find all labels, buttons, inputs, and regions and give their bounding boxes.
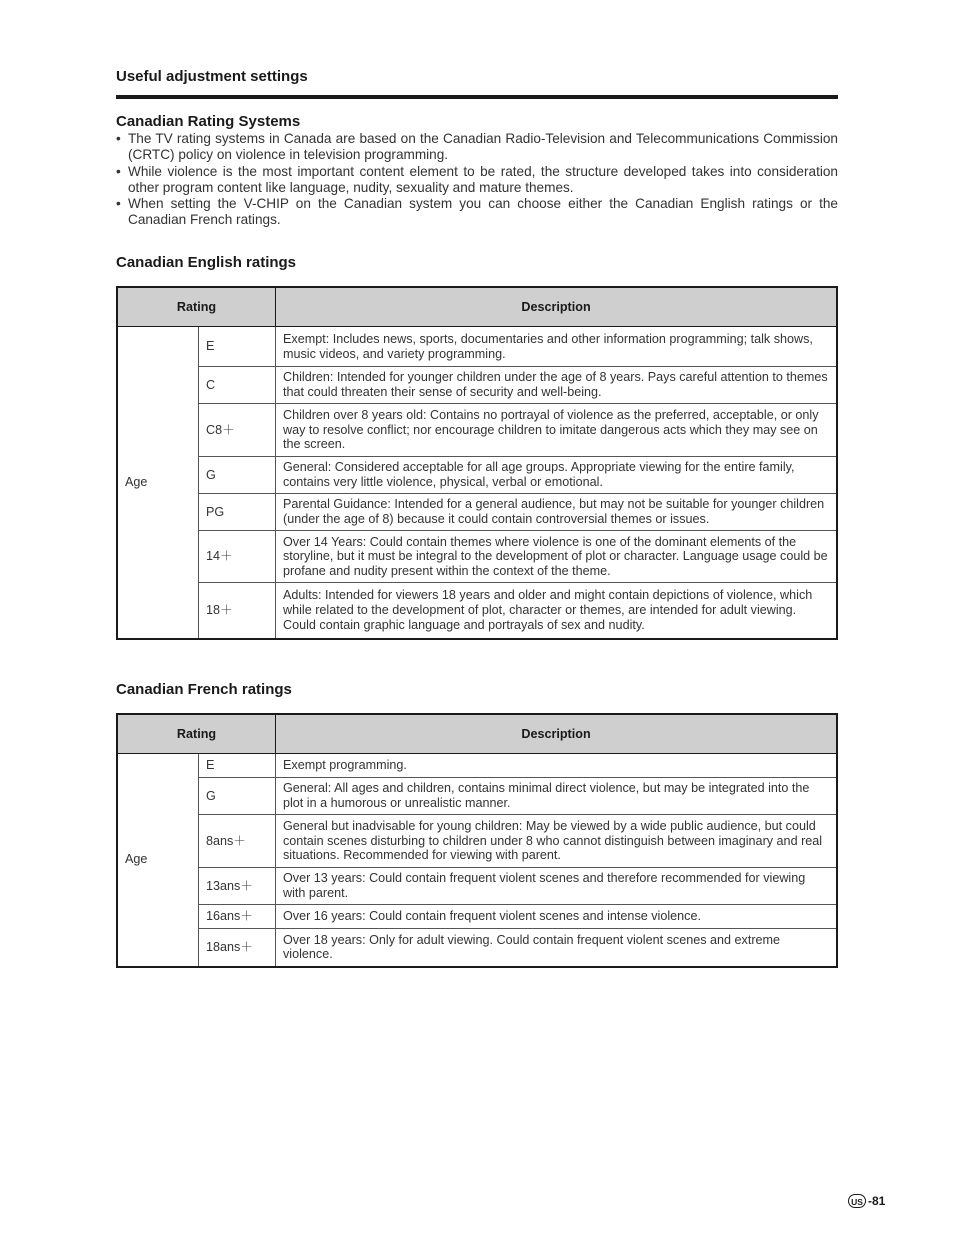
- french-ratings-heading: Canadian French ratings: [116, 681, 292, 698]
- table-row: [117, 905, 837, 929]
- english-ratings-heading: Canadian English ratings: [116, 254, 297, 271]
- rating-column-header: Rating: [117, 714, 276, 754]
- table-row: [117, 868, 837, 905]
- table-row: [117, 754, 837, 778]
- rating-description: Exempt programming.: [276, 754, 838, 778]
- table-row: [117, 531, 837, 583]
- rating-code: 14＋: [199, 531, 276, 583]
- rating-code: 16ans＋: [199, 905, 276, 929]
- table-row: [117, 929, 837, 967]
- rating-code: 18ans＋: [199, 929, 276, 967]
- age-group-cell: Age: [117, 754, 199, 967]
- table-row: [117, 815, 837, 868]
- age-group-cell: Age: [117, 327, 199, 639]
- table-row: [117, 457, 837, 494]
- rating-description: Over 16 years: Could contain frequent violent scenes and intense violence.: [276, 905, 838, 929]
- rating-code: 18＋: [199, 583, 276, 639]
- rating-code: C8＋: [199, 404, 276, 457]
- rating-code: G: [199, 778, 276, 815]
- page-number-text: -81: [868, 1194, 886, 1208]
- rating-code: G: [199, 457, 276, 494]
- table-row: [117, 778, 837, 815]
- rating-code: E: [199, 754, 276, 778]
- rating-code: E: [199, 327, 276, 367]
- section-header: Useful adjustment settings: [116, 68, 308, 85]
- bullet-icon: •: [116, 163, 121, 179]
- header-rule: [116, 95, 838, 99]
- english-ratings-table: [116, 286, 838, 640]
- rating-systems-heading: Canadian Rating Systems: [116, 113, 301, 130]
- page-number: [848, 1194, 885, 1208]
- description-column-header: Description: [276, 287, 838, 327]
- table-row: [117, 327, 837, 367]
- rating-description: Children over 8 years old: Contains no portrayal of violence as the preferred, acceptable, or only way to resolve conflict; nor encourage children to imitate dangerous acts which they may see on the screen.: [276, 404, 838, 457]
- rating-description: General: Considered acceptable for all age groups. Appropriate viewing for the entire family, contains very little violence, physical, verbal or emotional.: [276, 457, 838, 494]
- rating-description: General: All ages and children, contains minimal direct violence, but may be integrated into the plot in a humorous or unrealistic manner.: [276, 778, 838, 815]
- rating-column-header: Rating: [117, 287, 276, 327]
- rating-description: Exempt: Includes news, sports, documentaries and other information programming; talk shows, music videos, and variety programming.: [276, 327, 838, 367]
- rating-code: 8ans＋: [199, 815, 276, 868]
- rating-description: Over 18 years: Only for adult viewing. Could contain frequent violent scenes and extreme violence.: [276, 929, 838, 967]
- french-ratings-table: [116, 713, 838, 968]
- rating-code: PG: [199, 494, 276, 531]
- us-region-badge: US: [848, 1194, 866, 1208]
- table-row: [117, 404, 837, 457]
- list-item: • When setting the V-CHIP on the Canadian system you can choose either the Canadian English ratings or the Canadian French ratings.: [116, 196, 838, 228]
- table-row: [117, 494, 837, 531]
- bullet-icon: •: [116, 131, 121, 146]
- rating-description: Over 13 years: Could contain frequent violent scenes and therefore recommended for viewing with parent.: [276, 868, 838, 905]
- bullet-icon: •: [116, 196, 121, 212]
- description-column-header: Description: [276, 714, 838, 754]
- rating-description: Adults: Intended for viewers 18 years and older and might contain depictions of violence, which while related to the development of plot, character or themes, are intended for adult viewing. Could contain graphic language and portrayals of sex and nudity.: [276, 583, 838, 639]
- rating-code: C: [199, 367, 276, 404]
- rating-code: 13ans＋: [199, 868, 276, 905]
- rating-systems-list: [116, 131, 838, 229]
- table-row: [117, 367, 837, 404]
- rating-description: Parental Guidance: Intended for a general audience, but may not be suitable for younger children (under the age of 8) because it could contain controversial themes or issues.: [276, 494, 838, 531]
- list-item: • The TV rating systems in Canada are based on the Canadian Radio-Television and Telecommunications Commission (CRTC) policy on violence in television programming.: [116, 131, 838, 163]
- rating-description: General but inadvisable for young children: May be viewed by a wide public audience, but could contain scenes disturbing to children under 8 who cannot distinguish between imaginary and real situations. Recommended for viewing with parent.: [276, 815, 838, 868]
- list-item: • While violence is the most important content element to be rated, the structure developed takes into consideration other program content like language, nudity, sexuality and mature themes.: [116, 163, 838, 195]
- table-row: [117, 583, 837, 639]
- rating-description: Children: Intended for younger children under the age of 8 years. Pays careful attention to themes that could threaten their sense of security and well-being.: [276, 367, 838, 404]
- rating-description: Over 14 Years: Could contain themes where violence is one of the dominant elements of the storyline, but it must be integral to the development of plot or character. Language usage could be profane and nudity present within the context of the theme.: [276, 531, 838, 583]
